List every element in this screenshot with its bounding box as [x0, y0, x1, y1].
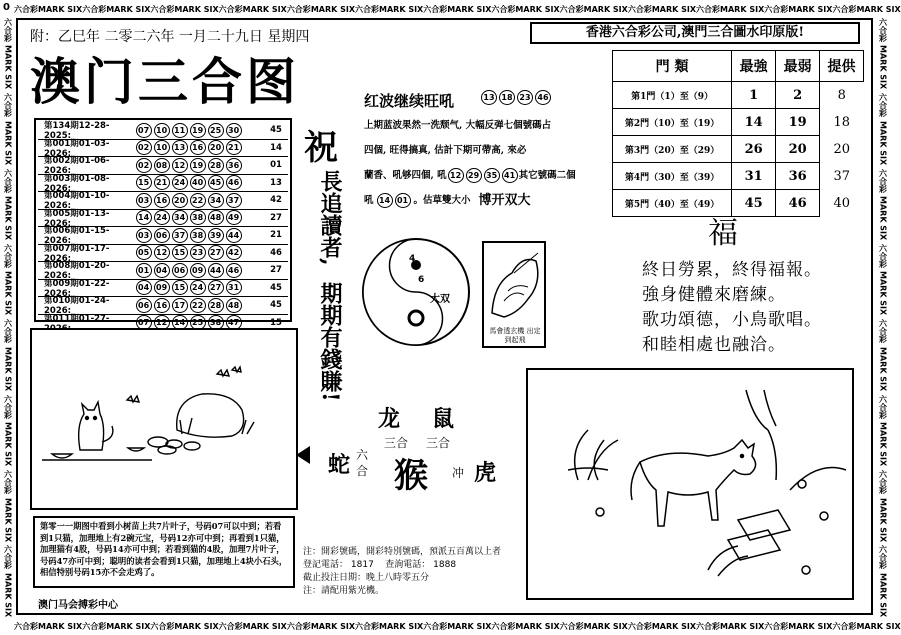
border-mark-six-text: MARK SIX — [515, 4, 560, 14]
blessing-first-char: 祝 — [304, 128, 338, 168]
border-mark-six-text: MARK SIX — [788, 621, 833, 631]
record-special: 45 — [270, 125, 282, 136]
border-liuhecai-text: 六合彩 — [696, 621, 721, 631]
border-mark-six-text: MARK SIX — [174, 621, 219, 631]
record-special: 46 — [270, 247, 282, 258]
record-ball: 48 — [208, 210, 224, 225]
record-special: 13 — [270, 177, 282, 188]
record-label: 第009期01-22-2026: — [44, 278, 110, 299]
record-ball: 28 — [208, 298, 224, 313]
record-ball: 37 — [226, 193, 242, 208]
top-border-strip — [14, 2, 901, 16]
zodiac-chong: 冲 — [452, 466, 465, 480]
record-ball: 17 — [172, 298, 188, 313]
record-ball: 38 — [190, 210, 206, 225]
arrow-left-icon — [296, 446, 310, 464]
stats-label: 第2門（10）至（19） — [613, 109, 732, 136]
border-mark-six-text: MARK SIX — [651, 4, 697, 14]
hint-title-balls — [480, 90, 552, 105]
record-ball: 21 — [226, 140, 242, 155]
border-mark-six-text: MARK SIX — [878, 196, 888, 241]
cat-scene-drawing — [32, 330, 296, 508]
record-ball: 19 — [190, 123, 206, 138]
record-special: 15 — [270, 317, 282, 328]
hint-highlight: 博开双大 — [478, 193, 531, 208]
record-ball: 39 — [208, 228, 224, 243]
record-ball: 21 — [154, 175, 170, 190]
border-mark-six-text: MARK SIX — [878, 346, 888, 391]
record-special: 01 — [270, 160, 282, 171]
record-label: 第010期01-24-2026: — [44, 296, 110, 317]
hint-text-ball: 35 — [484, 168, 500, 183]
border-mark-six-text: MARK SIX — [3, 120, 13, 165]
hint-line-2: 四個, 旺得搞真, 估計下期可帶高, 來必 — [364, 145, 527, 156]
border-mark-six-text: MARK SIX — [856, 621, 901, 631]
stats-label: 第4門（30）至（39） — [613, 163, 732, 190]
hint-line-4-balls — [376, 193, 412, 208]
record-balls — [135, 210, 264, 225]
record-ball: 08 — [154, 158, 170, 173]
record-special: 45 — [270, 300, 282, 311]
border-liuhecai-text: 六合彩 — [3, 93, 13, 118]
border-mark-six-text: MARK SIX — [878, 497, 888, 542]
border-liuhecai-text: 六合彩 — [3, 319, 13, 344]
stats-strong: 14 — [732, 109, 776, 136]
border-liuhecai-text: 六合彩 — [627, 621, 652, 631]
stats-provide: 20 — [820, 136, 864, 163]
record-special: 21 — [270, 230, 282, 241]
border-liuhecai-text: 六合彩 — [878, 243, 888, 268]
reg-number: 1817 — [350, 560, 374, 570]
border-liuhecai-text: 六合彩 — [832, 621, 857, 631]
border-mark-six-text: MARK SIX — [3, 271, 13, 316]
record-ball: 12 — [172, 158, 188, 173]
border-mark-six-text: MARK SIX — [856, 4, 901, 14]
cat-illustration — [30, 328, 298, 510]
ox-scene-drawing — [528, 370, 852, 598]
record-ball: 25 — [190, 315, 206, 330]
border-liuhecai-text: 六合彩 — [696, 4, 721, 14]
border-mark-six-text: MARK SIX — [515, 621, 560, 631]
record-balls — [135, 123, 264, 138]
blessing-line-1: 長追讀者, — [317, 170, 343, 266]
border-mark-six-text: MARK SIX — [3, 572, 13, 618]
record-label: 第006期01-15-2026: — [44, 226, 110, 247]
right-border-strip — [876, 16, 890, 619]
yin-yang-label: 大双 — [430, 294, 450, 305]
note-line-3: 截止投注日期：晚上八時零五分 — [303, 573, 430, 583]
hint-ball: 23 — [517, 90, 533, 105]
border-mark-six-text: MARK SIX — [38, 4, 83, 14]
page-title: 澳门三合图 — [30, 53, 300, 111]
record-ball: 15 — [136, 175, 152, 190]
record-ball: 44 — [226, 228, 242, 243]
stats-weak: 20 — [776, 136, 820, 163]
border-liuhecai-text: 六合彩 — [764, 621, 789, 631]
hint-line-4-tail: 。估草雙大小 — [413, 195, 471, 206]
record-balls — [135, 280, 264, 295]
record-ball: 12 — [154, 245, 170, 260]
border-liuhecai-text: 六合彩 — [423, 621, 448, 631]
record-ball: 27 — [208, 245, 224, 260]
hint-line-1: 上期蓝波果然一洗颓气, 大幅反弹七個號碼占 — [364, 120, 552, 131]
border-mark-six-text: MARK SIX — [878, 422, 888, 467]
hint-text-ball: 14 — [377, 193, 393, 208]
stats-provide: 40 — [820, 190, 864, 217]
record-ball: 16 — [154, 193, 170, 208]
record-balls — [135, 263, 264, 278]
border-liuhecai-text: 六合彩 — [3, 168, 13, 193]
record-label: 第134期12-28-2025: — [44, 121, 110, 142]
hint-text-ball: 12 — [448, 168, 464, 183]
record-ball: 10 — [154, 140, 170, 155]
query-number: 1888 — [433, 560, 457, 570]
record-ball: 05 — [136, 245, 152, 260]
record-ball: 15 — [172, 245, 188, 260]
record-ball: 06 — [172, 263, 188, 278]
border-liuhecai-text: 六合彩 — [878, 319, 888, 344]
border-mark-six-text: MARK SIX — [242, 4, 287, 14]
record-ball: 34 — [172, 210, 188, 225]
border-mark-six-text: MARK SIX — [583, 4, 628, 14]
record-label: 第008期01-20-2026: — [44, 261, 110, 282]
record-ball: 06 — [154, 228, 170, 243]
zodiac-dragon: 龙 — [378, 406, 401, 432]
stats-strong: 26 — [732, 136, 776, 163]
border-liuhecai-text: 六合彩 — [878, 17, 888, 42]
stats-row — [613, 109, 864, 136]
border-liuhecai-text: 六合彩 — [559, 621, 584, 631]
border-mark-six-text: MARK SIX — [379, 4, 424, 14]
hint-ball: 13 — [481, 90, 497, 105]
record-ball: 20 — [172, 193, 188, 208]
note-line-1: 注：開彩號碼，開彩特別號碼，預派五百萬以上者 — [303, 547, 502, 557]
record-ball: 02 — [136, 140, 152, 155]
zodiac-he: 合 — [356, 464, 369, 478]
hint-title: 红波继续旺吼 — [364, 92, 455, 110]
stats-row — [613, 163, 864, 190]
record-balls — [135, 140, 264, 155]
record-ball: 38 — [190, 228, 206, 243]
record-label: 第005期01-13-2026: — [44, 208, 110, 229]
note-line-2 — [303, 559, 501, 572]
poem-line: 歌功頌德，小鳥歌唱。 — [642, 310, 822, 330]
record-ball: 44 — [208, 263, 224, 278]
border-liuhecai-text: 六合彩 — [150, 4, 175, 14]
record-ball: 12 — [154, 315, 170, 330]
record-balls — [135, 228, 264, 243]
border-mark-six-text: MARK SIX — [379, 621, 424, 631]
poem-title: 福 — [708, 216, 738, 251]
border-mark-six-text: MARK SIX — [878, 45, 888, 90]
border-liuhecai-text: 六合彩 — [286, 621, 311, 631]
portrait-drawing — [484, 243, 544, 323]
record-ball: 49 — [226, 210, 242, 225]
yin-yang-number-1: 4 — [409, 254, 416, 264]
record-special: 14 — [270, 142, 282, 153]
record-ball: 04 — [136, 280, 152, 295]
notes — [303, 546, 501, 598]
record-ball: 46 — [226, 263, 242, 278]
border-mark-six-text: MARK SIX — [3, 196, 13, 241]
record-ball: 10 — [154, 123, 170, 138]
border-liuhecai-text: 六合彩 — [878, 394, 888, 419]
record-label: 第011期01-27- — [44, 313, 110, 324]
border-mark-six-text: MARK SIX — [3, 497, 13, 542]
record-label: 第003期01-08-2026: — [44, 173, 110, 194]
query-label: 查詢電話： — [385, 560, 431, 570]
record-ball: 09 — [154, 280, 170, 295]
record-ball: 16 — [154, 298, 170, 313]
hint-text-ball: 29 — [466, 168, 482, 183]
border-mark-six-text: MARK SIX — [38, 621, 83, 631]
border-mark-six-text: MARK SIX — [106, 621, 151, 631]
border-liuhecai-text: 六合彩 — [878, 168, 888, 193]
footer-org: 澳门马会搏彩中心 — [38, 600, 118, 611]
border-mark-six-text: MARK SIX — [174, 4, 219, 14]
zodiac-snake: 蛇 — [328, 452, 351, 478]
record-ball: 23 — [190, 245, 206, 260]
record-ball: 07 — [136, 123, 152, 138]
border-liuhecai-text: 六合彩 — [491, 4, 516, 14]
issue-date: 附：乙巳年 二零二六年 一月二十九日 星期四 — [30, 29, 310, 45]
record-balls — [135, 193, 264, 208]
border-mark-six-text: MARK SIX — [106, 4, 151, 14]
record-balls — [135, 298, 264, 313]
record-ball: 03 — [136, 228, 152, 243]
zodiac-tiger: 虎 — [474, 460, 497, 486]
border-mark-six-text: MARK SIX — [3, 45, 13, 90]
record-ball: 19 — [190, 158, 206, 173]
border-liuhecai-text: 六合彩 — [491, 621, 516, 631]
record-ball: 37 — [172, 228, 188, 243]
stats-weak: 36 — [776, 163, 820, 190]
stats-weak: 19 — [776, 109, 820, 136]
border-liuhecai-text: 六合彩 — [82, 621, 107, 631]
record-ball: 15 — [172, 280, 188, 295]
record-ball: 40 — [190, 175, 206, 190]
record-ball: 20 — [208, 140, 224, 155]
hint-line-3-tail: 其它號碼二個 — [518, 170, 576, 181]
stats-header-row — [613, 51, 864, 82]
yin-yang-number-2: 6 — [418, 275, 425, 285]
border-liuhecai-text: 六合彩 — [559, 4, 584, 14]
record-ball: 46 — [226, 175, 242, 190]
record-ball: 48 — [226, 298, 242, 313]
record-ball: 02 — [136, 158, 152, 173]
record-special: 27 — [270, 212, 282, 223]
border-liuhecai-text: 六合彩 — [355, 4, 380, 14]
border-liuhecai-text: 六合彩 — [3, 469, 13, 494]
border-liuhecai-text: 六合彩 — [627, 4, 652, 14]
border-mark-six-text: MARK SIX — [242, 621, 287, 631]
hint-text-ball: 41 — [502, 168, 518, 183]
record-ball: 28 — [208, 158, 224, 173]
hint-line-3-balls — [447, 168, 519, 183]
hint-text — [364, 113, 594, 213]
record-ball: 34 — [208, 193, 224, 208]
stats-provide: 18 — [820, 109, 864, 136]
hint-line-3 — [364, 163, 594, 188]
yin-yang-symbol — [360, 236, 472, 348]
border-liuhecai-text: 六合彩 — [3, 243, 13, 268]
stats-header-cell: 門 類 — [613, 51, 732, 82]
stats-row — [613, 190, 864, 217]
stats-label: 第3門（20）至（29） — [613, 136, 732, 163]
zodiac-rat: 鼠 — [432, 406, 455, 432]
border-liuhecai-text: 六合彩 — [355, 621, 380, 631]
record-ball: 07 — [136, 315, 152, 330]
record-ball: 22 — [190, 298, 206, 313]
door-stats-table — [612, 50, 864, 217]
border-mark-six-text: MARK SIX — [878, 120, 888, 165]
record-label: 第007期01-17-2026: — [44, 243, 110, 264]
border-liuhecai-text: 六合彩 — [3, 394, 13, 419]
zodiac-monkey: 猴 — [394, 456, 428, 496]
stats-label: 第5門（40）至（49） — [613, 190, 732, 217]
record-ball: 16 — [190, 140, 206, 155]
record-ball: 42 — [226, 245, 242, 260]
stats-provide: 8 — [820, 82, 864, 109]
portrait-box — [482, 241, 546, 348]
border-liuhecai-text: 六合彩 — [14, 4, 38, 14]
stats-strong: 1 — [732, 82, 776, 109]
stats-header-cell: 最弱 — [776, 51, 820, 82]
border-mark-six-text: MARK SIX — [310, 4, 356, 14]
border-mark-six-text: MARK SIX — [583, 621, 628, 631]
ox-illustration — [526, 368, 854, 600]
stats-row — [613, 82, 864, 109]
record-ball: 04 — [154, 263, 170, 278]
border-mark-six-text: MARK SIX — [720, 621, 765, 631]
border-mark-six-text: MARK SIX — [878, 572, 888, 618]
blessing-line-2: 期期有錢賺! — [317, 282, 343, 402]
poem-line: 強身健體來磨練。 — [642, 285, 786, 305]
zodiac-sanhe-2: 三合 — [426, 436, 451, 450]
border-mark-six-text: MARK SIX — [447, 621, 492, 631]
hint-line-4 — [364, 188, 594, 213]
record-ball: 01 — [136, 263, 152, 278]
border-liuhecai-text: 六合彩 — [878, 93, 888, 118]
border-liuhecai-text: 六合彩 — [218, 621, 243, 631]
hint-line-3-text: 蘭香、吼够四個, 吼 — [364, 170, 447, 181]
stats-row — [613, 136, 864, 163]
left-border-strip — [1, 16, 15, 619]
border-mark-six-text: MARK SIX — [720, 4, 765, 14]
stats-strong: 31 — [732, 163, 776, 190]
note-line-4: 注：請配用紫光機。 — [303, 586, 385, 596]
border-liuhecai-text: 六合彩 — [150, 621, 175, 631]
border-liuhecai-text: 六合彩 — [82, 4, 107, 14]
record-ball: 24 — [190, 280, 206, 295]
poem-line: 終日勞累，終得福報。 — [642, 260, 822, 280]
border-liuhecai-text: 六合彩 — [878, 545, 888, 570]
record-ball: 13 — [172, 140, 188, 155]
hint-text-ball: 01 — [395, 193, 411, 208]
record-balls — [135, 175, 264, 190]
stats-weak: 2 — [776, 82, 820, 109]
stats-label: 第1門（1）至（9） — [613, 82, 732, 109]
record-ball: 45 — [208, 175, 224, 190]
record-ball: 03 — [136, 193, 152, 208]
border-mark-six-text: MARK SIX — [3, 346, 13, 391]
portrait-caption: 馬會透玄機 出定到起飛 — [489, 327, 541, 344]
border-liuhecai-text: 六合彩 — [218, 4, 243, 14]
draw-records — [34, 118, 292, 328]
stats-provide: 37 — [820, 163, 864, 190]
record-ball: 22 — [190, 193, 206, 208]
stats-weak: 46 — [776, 190, 820, 217]
story-text: 第零一一期图中看到小树苗上共7片叶子，号码07可以中到；若看到1只猫，加理地上有2碗元宝，号码12亦可中到；再看到1只猫，加理猫有4股，号码14亦可中到；若看到猫的4股，加理7片叶子，号码47亦可中到；聪明的读者会看到1只猫，加理地上4块小石头，相信特别号码15亦不会走鸡了。 — [33, 516, 295, 588]
border-liuhecai-text: 六合彩 — [878, 469, 888, 494]
record-ball: 11 — [172, 123, 188, 138]
record-ball: 47 — [226, 315, 242, 330]
company-banner: 香港六合彩公司,澳門三合圖水印原版! — [530, 22, 860, 44]
record-special: 27 — [270, 265, 282, 276]
border-liuhecai-text: 六合彩 — [286, 4, 311, 14]
zodiac-liu: 六 — [356, 448, 369, 462]
record-ball: 06 — [136, 298, 152, 313]
corner-digit: 0 — [3, 2, 10, 13]
hint-ball: 46 — [535, 90, 551, 105]
record-ball: 38 — [208, 315, 224, 330]
record-ball: 31 — [226, 280, 242, 295]
border-liuhecai-text: 六合彩 — [423, 4, 448, 14]
stats-strong: 45 — [732, 190, 776, 217]
record-balls — [135, 245, 264, 260]
border-liuhecai-text: 六合彩 — [764, 4, 789, 14]
border-mark-six-text: MARK SIX — [447, 4, 492, 14]
reg-label: 登記電話： — [303, 560, 349, 570]
record-special: 45 — [270, 282, 282, 293]
record-ball: 36 — [226, 158, 242, 173]
hint-ball: 18 — [499, 90, 515, 105]
border-mark-six-text: MARK SIX — [788, 4, 833, 14]
record-label: 第004期01-10-2026: — [44, 191, 110, 212]
record-ball: 25 — [208, 123, 224, 138]
record-ball: 24 — [172, 175, 188, 190]
stats-header-cell: 提供 — [820, 51, 864, 82]
border-liuhecai-text: 六合彩 — [3, 17, 13, 42]
record-ball: 27 — [208, 280, 224, 295]
border-mark-six-text: MARK SIX — [878, 271, 888, 316]
record-label: 第002期01-06-2026: — [44, 156, 110, 177]
border-liuhecai-text: 六合彩 — [3, 545, 13, 570]
record-special: 42 — [270, 195, 282, 206]
border-liuhecai-text: 六合彩 — [14, 621, 38, 631]
border-mark-six-text: MARK SIX — [651, 621, 697, 631]
zodiac-sanhe-1: 三合 — [384, 436, 409, 450]
record-ball: 14 — [172, 315, 188, 330]
record-ball: 14 — [136, 210, 152, 225]
stats-header-cell: 最強 — [732, 51, 776, 82]
border-mark-six-text: MARK SIX — [310, 621, 356, 631]
hint-line-4-text: 吼 — [364, 195, 374, 206]
record-balls — [135, 158, 264, 173]
record-label: 第001期01-03-2026: — [44, 138, 110, 159]
border-mark-six-text: MARK SIX — [3, 422, 13, 467]
record-ball: 30 — [226, 123, 242, 138]
border-liuhecai-text: 六合彩 — [832, 4, 857, 14]
bottom-border-strip — [14, 619, 901, 633]
record-ball: 09 — [190, 263, 206, 278]
poem — [642, 258, 822, 358]
record-ball: 24 — [154, 210, 170, 225]
poem-line: 和睦相處也融洽。 — [642, 335, 786, 355]
